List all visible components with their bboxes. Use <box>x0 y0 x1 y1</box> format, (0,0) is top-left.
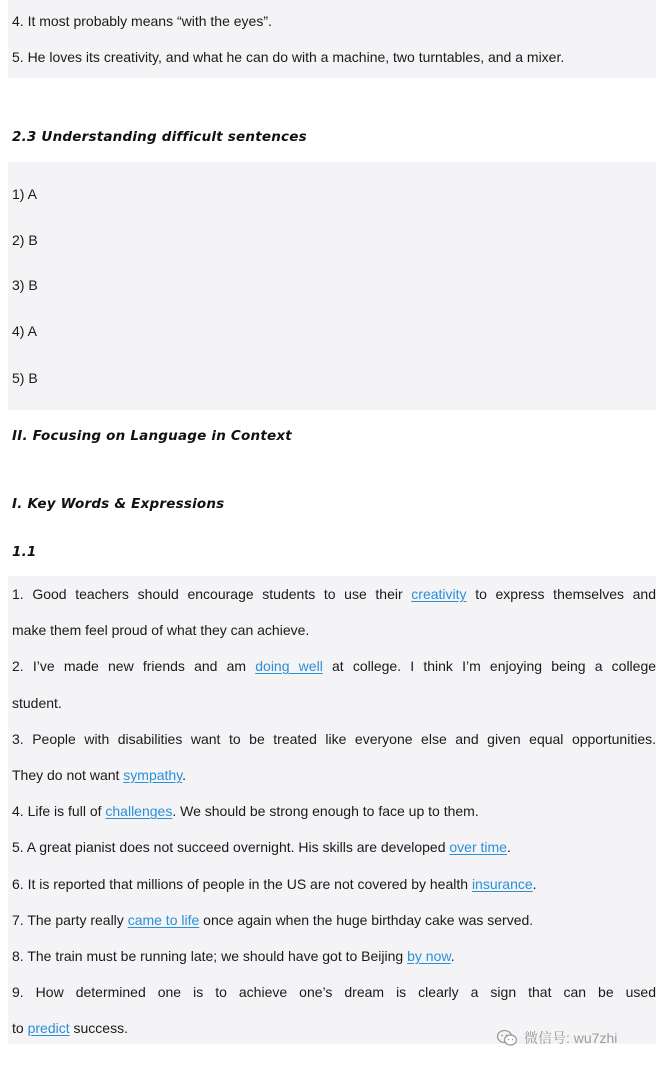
sentence-text: . <box>450 948 455 964</box>
sentence-text: 8. The train must be running late; we should have got to Beijing <box>12 948 404 964</box>
sentence-1-line-1 <box>12 585 656 603</box>
sentence-9-line-2 <box>12 1019 128 1037</box>
sentence-2-line-2: student. <box>12 695 62 711</box>
sentence-text: They do not want <box>12 767 120 783</box>
sentence-text: 4. Life is full of <box>12 803 102 819</box>
keyword-over-time[interactable]: over time <box>449 839 507 855</box>
section-heading-2-3: 2.3 Understanding difficult sentences <box>12 129 307 145</box>
answer-item-1: 1) A <box>12 186 37 202</box>
keyword-creativity[interactable]: creativity <box>411 586 467 602</box>
sentence-6 <box>12 875 537 893</box>
sentence-3-line-2 <box>12 766 186 784</box>
answers-block <box>8 162 656 410</box>
answer-line-4: 4. It most probably means “with the eyes”. <box>12 13 272 29</box>
answer-item-4: 4) A <box>12 323 37 339</box>
wechat-icon <box>496 1029 518 1047</box>
sentence-3-line-1: 3. People with disabilities want to be treated like everyone else and given equal opportunities. <box>12 731 656 747</box>
sentence-text: 1. Good teachers should encourage students to use their <box>12 586 403 602</box>
sentence-text: 2. I’ve made new friends and am <box>12 658 247 674</box>
sentence-text: . <box>506 839 511 855</box>
sentence-text: . <box>182 767 187 783</box>
keyword-by-now[interactable]: by now <box>407 948 451 964</box>
sentence-5 <box>12 838 511 856</box>
answer-item-2: 2) B <box>12 232 38 248</box>
keyword-doing-well[interactable]: doing well <box>255 658 323 674</box>
keyword-challenges[interactable]: challenges <box>105 803 173 819</box>
wechat-watermark <box>496 1027 617 1049</box>
sentence-text: success. <box>73 1020 128 1036</box>
keyword-came-to-life[interactable]: came to life <box>127 912 200 928</box>
sentence-text: 7. The party really <box>12 912 124 928</box>
sentence-text: to express themselves and <box>475 586 656 602</box>
keyword-insurance[interactable]: insurance <box>471 876 533 892</box>
sentence-4 <box>12 802 479 820</box>
sentence-7 <box>12 911 533 929</box>
sentence-text: 5. A great pianist does not succeed overnight. His skills are developed <box>12 839 446 855</box>
section-heading-I: I. Key Words & Expressions <box>12 496 225 512</box>
sentence-text: once again when the huge birthday cake was served. <box>203 912 534 928</box>
subsection-heading-1-1: 1.1 <box>12 544 37 560</box>
sentence-9-line-1: 9. How determined one is to achieve one’s dream is clearly a sign that can be used <box>12 984 656 1000</box>
sentence-1-line-2: make them feel proud of what they can achieve. <box>12 622 310 638</box>
answer-line-5: 5. He loves its creativity, and what he can do with a machine, two turntables, and a mixer. <box>12 49 565 65</box>
sentence-text: to <box>12 1020 24 1036</box>
answer-item-3: 3) B <box>12 277 38 293</box>
answer-item-5: 5) B <box>12 370 38 386</box>
sentence-text: . We should be strong enough to face up to them. <box>172 803 479 819</box>
sentence-text: . <box>532 876 537 892</box>
sentence-8 <box>12 947 455 965</box>
watermark-text: 微信号: wu7zhi <box>524 1030 618 1046</box>
sentence-text: at college. I think I’m enjoying being a college <box>332 658 657 674</box>
keyword-predict[interactable]: predict <box>27 1020 70 1036</box>
section-heading-II: II. Focusing on Language in Context <box>12 428 292 444</box>
sentence-2-line-1 <box>12 657 656 675</box>
keyword-sympathy[interactable]: sympathy <box>123 767 183 783</box>
sentence-text: 6. It is reported that millions of people in the US are not covered by health <box>12 876 469 892</box>
